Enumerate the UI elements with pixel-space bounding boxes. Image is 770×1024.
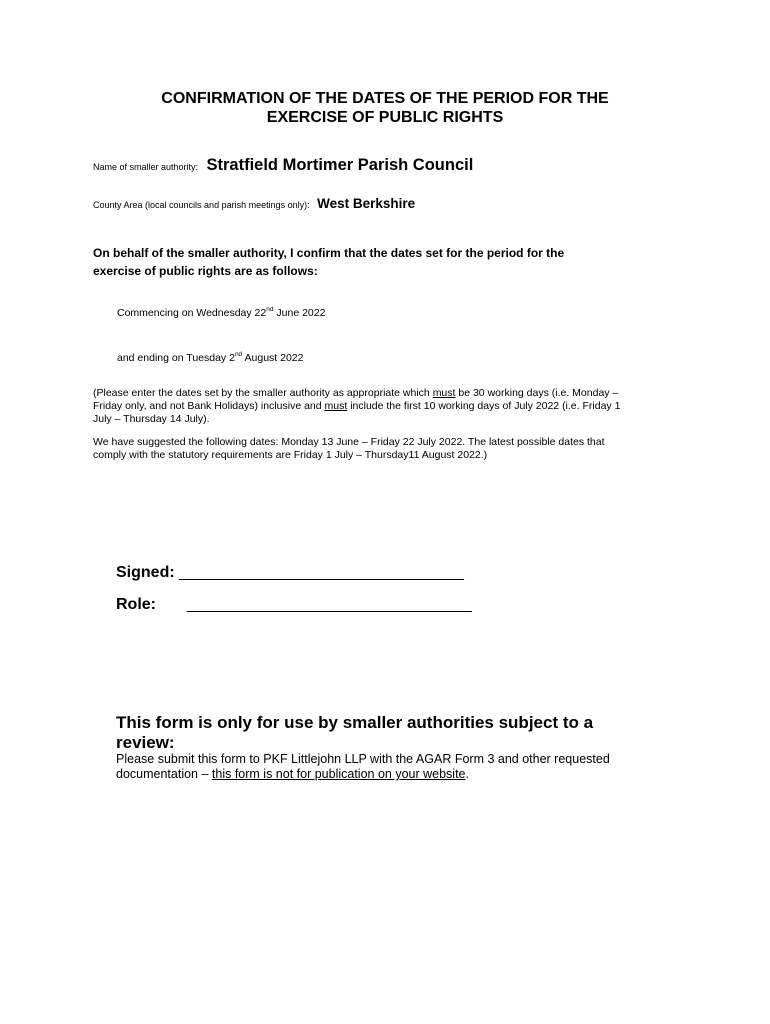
note1-line1	[93, 387, 618, 400]
commencing-date	[117, 303, 325, 320]
county-value: West Berkshire	[317, 196, 416, 211]
note1-must-1: must	[432, 387, 456, 399]
county-label: County Area (local councils and parish meetings only):	[93, 200, 310, 210]
note1-must-2: must	[324, 400, 348, 412]
signed-line[interactable]: ________________________________	[179, 564, 464, 581]
not-for-publication-note: this form is not for publication on your website	[211, 767, 466, 781]
note1-line2-text-a: Friday only, and not Bank Holidays) inclusive and	[93, 400, 325, 412]
ending-suffix: August 2022	[242, 352, 304, 364]
role-line[interactable]: ________________________________	[187, 596, 472, 613]
commencing-prefix: Commencing on Wednesday 22	[117, 307, 267, 319]
ending-sup: nd	[234, 351, 243, 358]
note1-line1-text-a: (Please enter the dates set by the smaller authority as appropriate which	[93, 387, 433, 399]
footer-body-line1: Please submit this form to PKF Littlejohn LLP with the AGAR Form 3 and other requested	[116, 752, 610, 766]
confirmation-line1: On behalf of the smaller authority, I confirm that the dates set for the period for the	[93, 246, 565, 260]
commencing-sup: nd	[266, 306, 274, 313]
commencing-suffix: June 2022	[273, 307, 326, 319]
footer-body-line2	[116, 767, 469, 782]
footer-heading-line1: This form is only for use by smaller authorities subject to a	[116, 713, 594, 732]
signed-row	[116, 564, 464, 582]
footer-body-text: documentation –	[116, 767, 212, 781]
note1-line1-text-b: be 30 working days (i.e. Monday –	[455, 387, 619, 399]
note2-line2: comply with the statutory requirements are Friday 1 July – Thursday11 August 2022.)	[93, 449, 488, 461]
note1-line2	[93, 400, 620, 413]
authority-value: Stratfield Mortimer Parish Council	[206, 156, 474, 174]
role-label: Role:	[116, 596, 156, 613]
footer-heading-line2: review:	[116, 733, 175, 752]
note1-line2-text-b: include the first 10 working days of July 2022 (i.e. Friday 1	[347, 400, 621, 412]
authority-label: Name of smaller authority:	[93, 162, 199, 172]
ending-prefix: and ending on Tuesday 2	[117, 352, 235, 364]
signed-label: Signed:	[116, 564, 175, 581]
document-title-line2: EXERCISE OF PUBLIC RIGHTS	[266, 109, 504, 126]
note1-line3: July – Thursday 14 July).	[93, 413, 210, 425]
ending-date	[117, 348, 303, 365]
confirmation-line2: exercise of public rights are as follows:	[93, 264, 318, 278]
document-title-line1: CONFIRMATION OF THE DATES OF THE PERIOD FOR THE	[161, 90, 609, 107]
authority-row	[93, 156, 473, 175]
county-row	[93, 195, 415, 213]
role-row	[116, 596, 472, 614]
footer-body-period: .	[465, 767, 469, 781]
note2-line1: We have suggested the following dates: Monday 13 June – Friday 22 July 2022. The latest possible dates that	[93, 436, 605, 448]
